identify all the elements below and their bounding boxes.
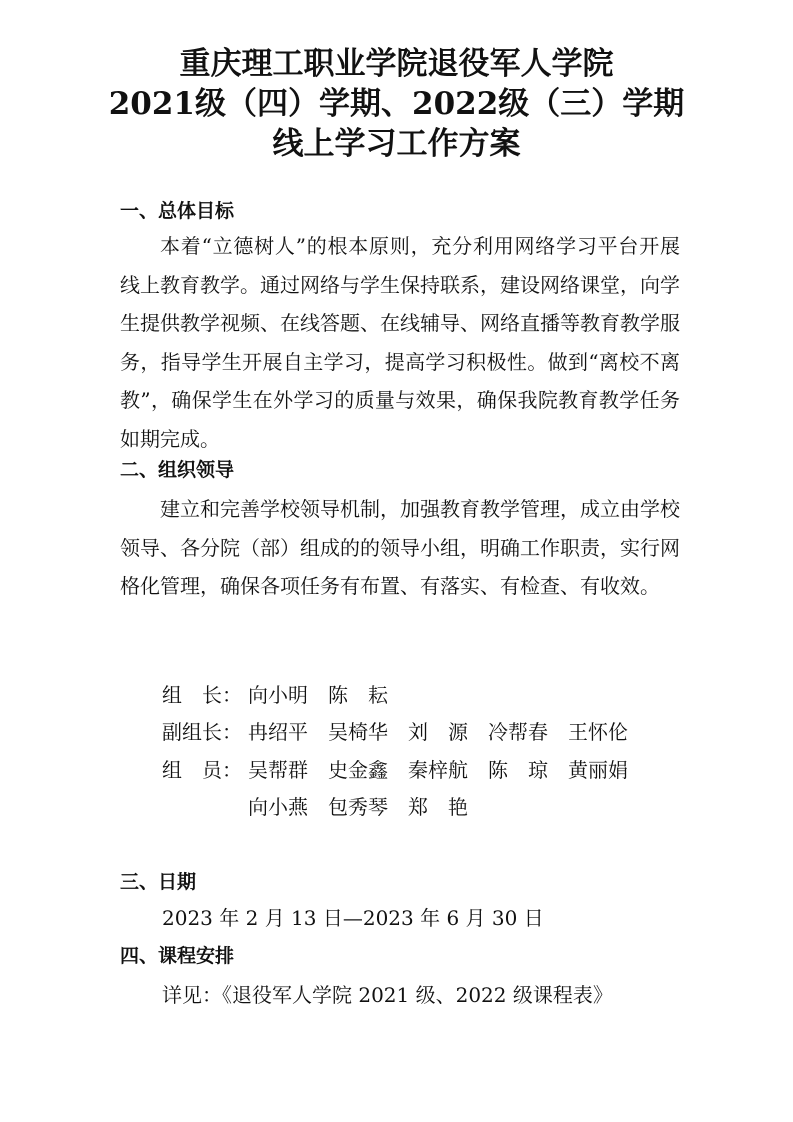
document-title-line-1: 重庆理工职业学院退役军人学院 (179, 46, 614, 82)
section-paragraph-organization: 建立和完善学校领导机制，加强教育教学管理，成立由学校领导、各分院（部）组成的的领导小组，明确工作职责，实行网格化管理，确保各项任务有布置、有落实、有检查、有收效。 (120, 497, 680, 598)
section-heading-dates: 三、日期 (120, 871, 197, 893)
date-range: 2023 年 2 月 13 日—2023 年 6 月 30 日 (162, 906, 544, 930)
deputy-label: 副组长： (162, 720, 242, 744)
member-names-line-1: 吴帮群 史金鑫 秦梓航 陈 琼 黄丽娟 (248, 758, 628, 782)
leader-names: 向小明 陈 耘 (248, 683, 388, 707)
document-title-line-3: 线上学习工作方案 (272, 126, 521, 162)
section-heading-goals: 一、总体目标 (120, 200, 235, 222)
member-names-line-2: 向小燕 包秀琴 郑 艳 (248, 795, 468, 819)
member-label: 组 员： (162, 758, 242, 782)
deputy-names: 冉绍平 吴椅华 刘 源 冷帮春 王怀伦 (248, 720, 628, 744)
document-title-line-2: 2021级（四）学期、2022级（三）学期 (108, 86, 685, 122)
course-schedule-reference: 详见：《退役军人学院 2021 级、2022 级课程表》 (162, 983, 613, 1007)
section-heading-organization: 二、组织领导 (120, 459, 235, 481)
leader-label: 组 长： (162, 683, 242, 707)
section-paragraph-goals: 本着“立德树人”的根本原则，充分利用网络学习平台开展线上教育教学。通过网络与学生保持联系，建设网络课堂，向学生提供教学视频、在线答题、在线辅导、网络直播等教育教学服务，指导学生开展自主学习，提高学习积极性。做到“离校不离教”，确保学生在外学习的质量与效果，确保我院教育教学任务如期完成。 (120, 234, 680, 451)
section-heading-courses: 四、课程安排 (120, 945, 235, 967)
